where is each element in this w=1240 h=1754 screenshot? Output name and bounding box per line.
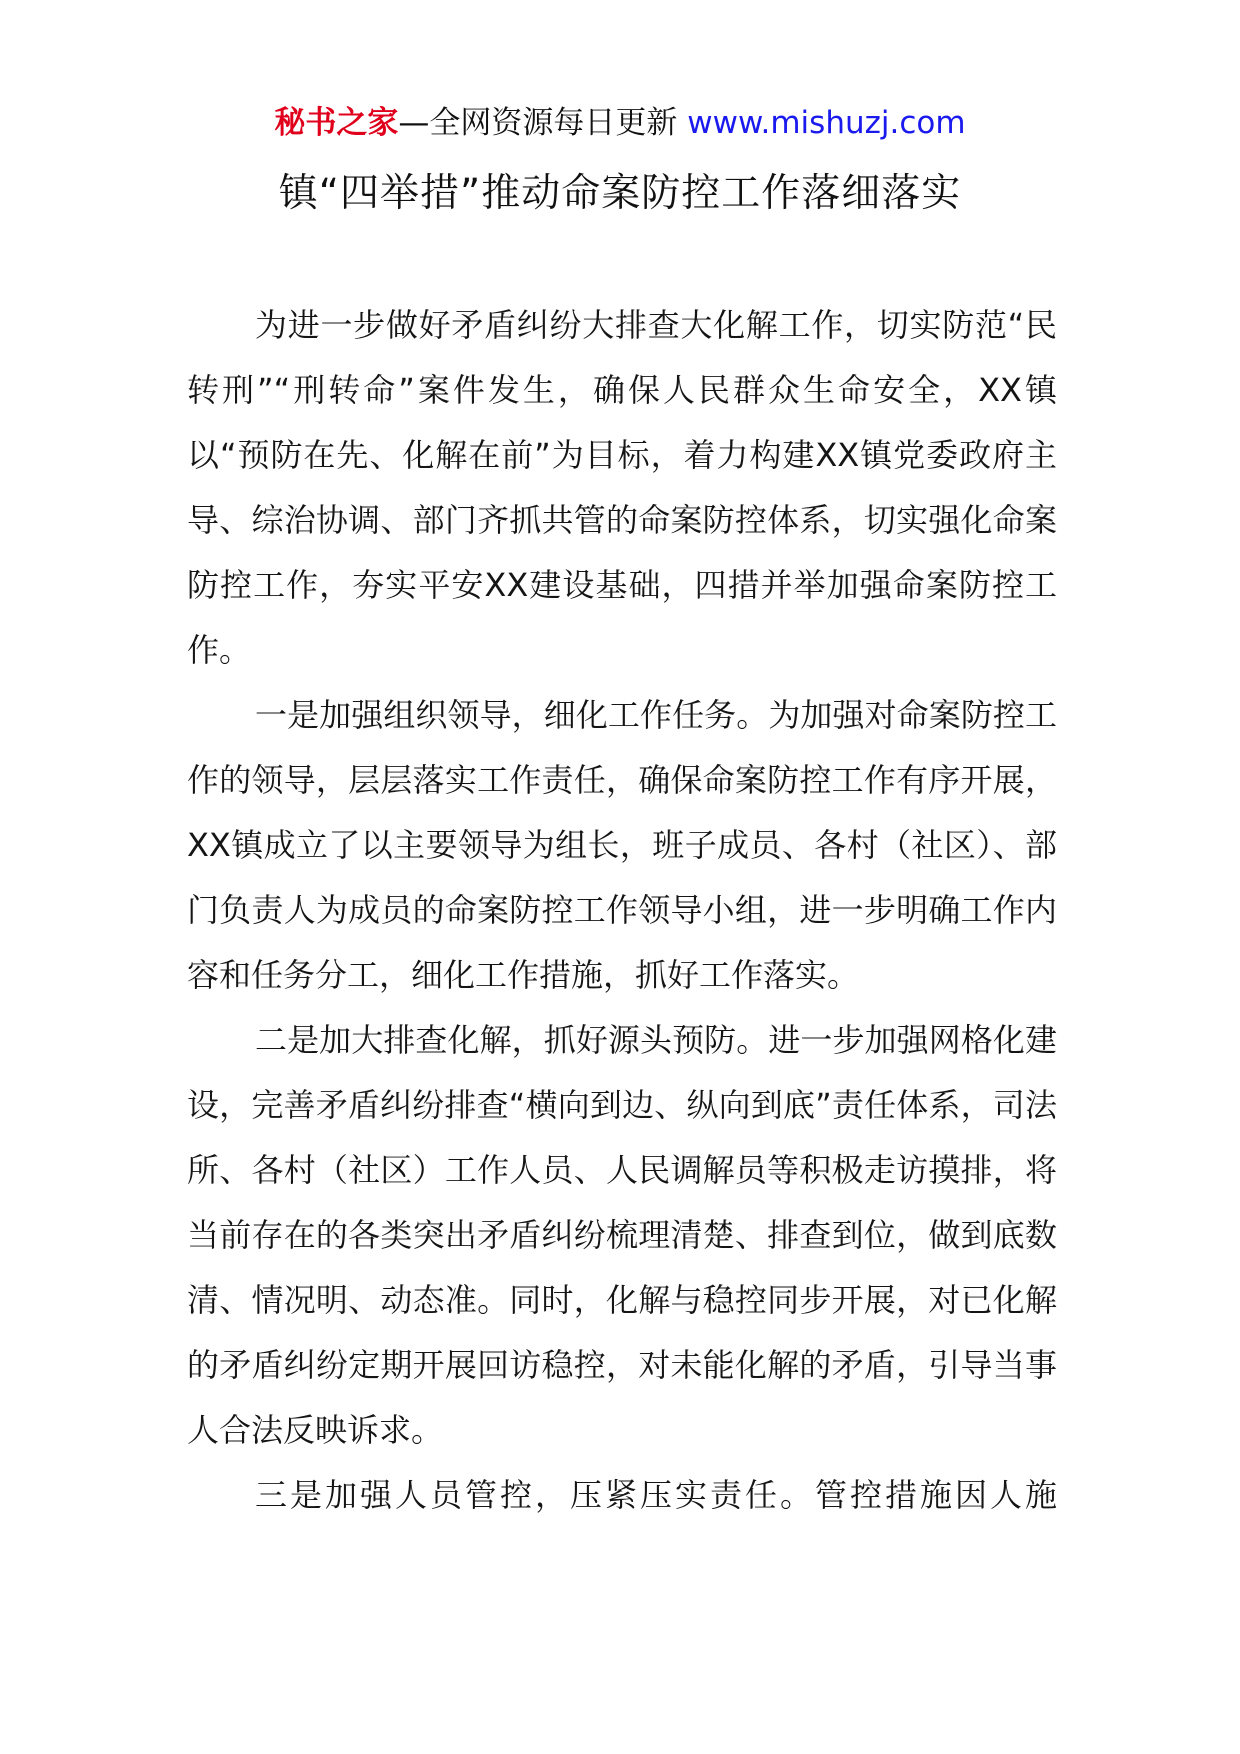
paragraph-intro: 为进一步做好矛盾纠纷大排查大化解工作，切实防范“民转刑”“刑转命”案件发生，确保人民群众生命安全，XX镇以“预防在先、化解在前”为目标，着力构建XX镇党委政府主导、综治协调、部门齐抓共管的命案防控体系，切实强化命案防控工作，夯实平安XX建设基础，四措并举加强命案防控工作。: [187, 306, 1057, 669]
paragraph-investigation: 二是加大排查化解，抓好源头预防。进一步加强网格化建设，完善矛盾纠纷排查“横向到边、纵向到底”责任体系，司法所、各村（社区）工作人员、人民调解员等积极走访摸排，将当前存在的各类突出矛盾纠纷梳理清楚、排查到位，做到底数清、情况明、动态准。同时，化解与稳控同步开展，对已化解的矛盾纠纷定期开展回访稳控，对未能化解的矛盾，引导当事人合法反映诉求。: [187, 1021, 1057, 1449]
paragraph-organization: 一是加强组织领导，细化工作任务。为加强对命案防控工作的领导，层层落实工作责任，确保命案防控工作有序开展，XX镇成立了以主要领导为组长，班子成员、各村（社区）、部门负责人为成员的命案防控工作领导小组，进一步明确工作内容和任务分工，细化工作措施，抓好工作落实。: [187, 696, 1057, 994]
site-header: [0, 100, 1240, 146]
brand-name: 秘书之家: [274, 105, 399, 141]
document-body: [187, 293, 1057, 1528]
document-title: 镇“四举措”推动命案防控工作落细落实: [278, 171, 962, 216]
website-link[interactable]: www.mishuzj.com: [687, 105, 966, 141]
paragraph-personnel-control: 三是加强人员管控，压紧压实责任。管控措施因人施: [255, 1476, 1057, 1514]
header-slogan: —全网资源每日更新: [398, 105, 678, 141]
